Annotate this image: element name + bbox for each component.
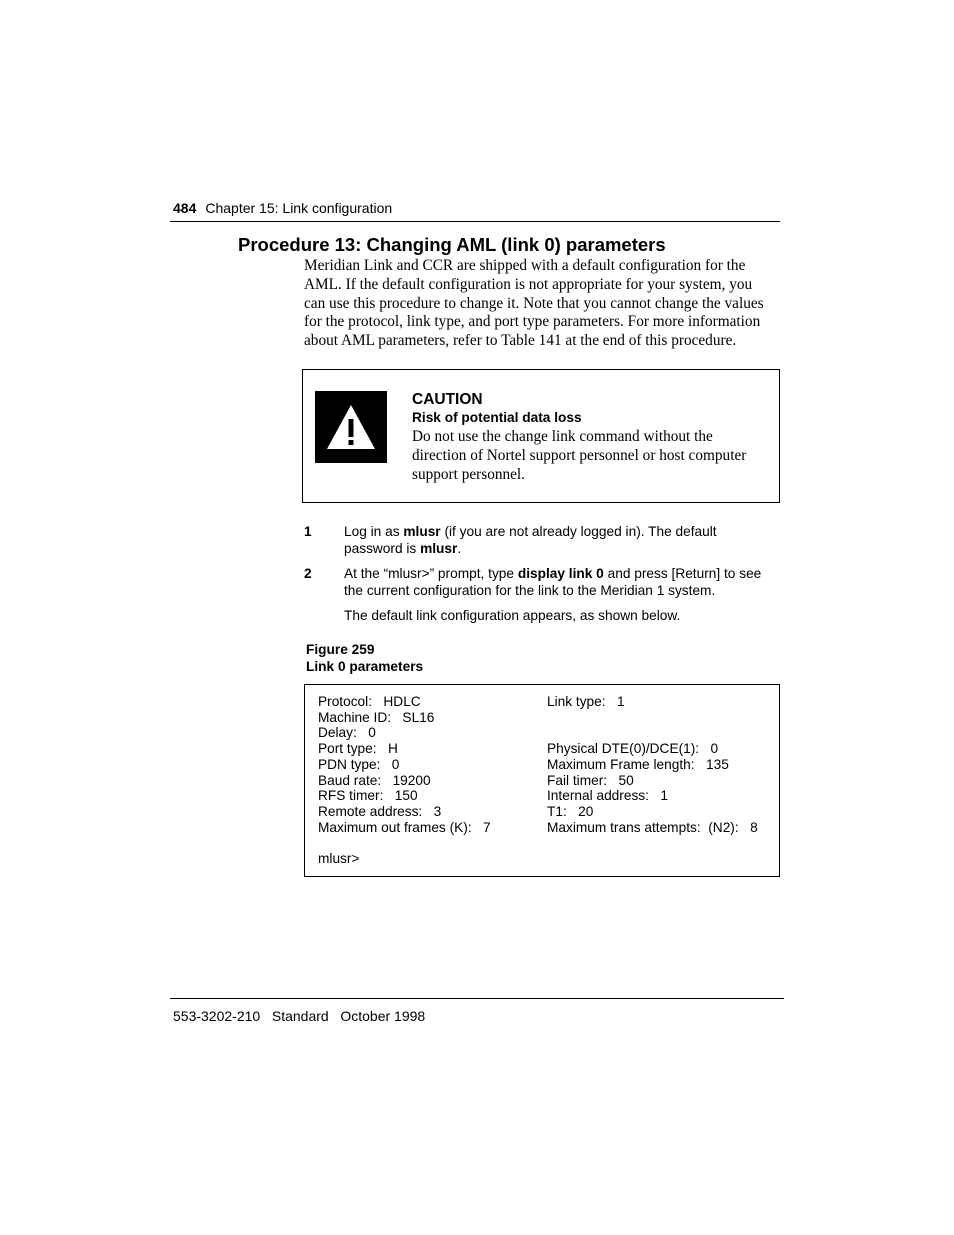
intro-line: Meridian Link and CCR are shipped with a default configuration for the [304, 257, 746, 274]
warning-exclamation-icon [315, 391, 387, 463]
caution-subtitle: Risk of potential data loss [412, 410, 582, 425]
caution-line: direction of Nortel support personnel or host computer [412, 447, 747, 464]
caution-body [412, 427, 772, 484]
intro-line: about AML parameters, refer to Table 141 at the end of this procedure. [304, 332, 737, 350]
terminal-line: Fail timer: 50 [547, 772, 634, 788]
step-text-part: and press [Return] to see [603, 566, 762, 581]
figure-number: Figure 259 [306, 642, 375, 657]
step-text-part: At the “mlusr>” prompt, type [344, 566, 518, 581]
step-number: 1 [304, 524, 312, 539]
terminal-line: Protocol: HDLC [318, 694, 421, 709]
terminal-line: Port type: H [318, 741, 398, 757]
step-text-part: password is [344, 541, 421, 556]
figure-caption [306, 641, 423, 675]
terminal-line: Maximum out frames (K): 7 [318, 819, 491, 835]
step-text-part: Log in as [344, 524, 404, 539]
step-number: 2 [304, 566, 312, 581]
caution-line: support personnel. [412, 466, 526, 483]
terminal-line: Delay: 0 [318, 725, 376, 741]
command-text: display link 0 [517, 566, 604, 581]
intro-line: AML. If the default configuration is not appropriate for your system, you [304, 275, 753, 293]
chapter-title: Chapter 15: Link configuration [205, 200, 393, 216]
step-line [344, 565, 780, 582]
terminal-line [547, 725, 758, 741]
terminal-blank-line [318, 835, 491, 851]
step-text [344, 565, 780, 599]
terminal-line: Maximum Frame length: 135 [547, 756, 729, 772]
header-rule [170, 221, 780, 222]
terminal-left-column [318, 694, 491, 867]
step-text [344, 523, 780, 557]
command-text: mlusr [420, 541, 458, 556]
caution-content [412, 390, 772, 484]
procedure-title: Procedure 13: Changing AML (link 0) parameters [238, 234, 666, 255]
terminal-line: Baud rate: 19200 [318, 772, 431, 788]
step-line [344, 540, 780, 557]
intro-line: for the protocol, link type, and port type parameters. For more information [304, 313, 761, 331]
caution-line: Do not use the change link command without the [412, 428, 713, 445]
caution-title: CAUTION [412, 391, 483, 408]
page-footer: 553-3202-210 Standard October 1998 [173, 1008, 426, 1024]
command-text: mlusr [403, 524, 441, 539]
terminal-line: Internal address: 1 [547, 788, 668, 804]
terminal-prompt: mlusr> [318, 851, 360, 867]
terminal-line: Remote address: 3 [318, 803, 442, 819]
terminal-line: Physical DTE(0)/DCE(1): 0 [547, 741, 719, 757]
footer-rule [170, 998, 784, 999]
terminal-line: Maximum trans attempts: (N2): 8 [547, 819, 758, 835]
step-line [344, 523, 780, 540]
terminal-line: PDN type: 0 [318, 756, 400, 772]
step-line: the current configuration for the link to the Meridian 1 system. [344, 583, 716, 598]
page-header [173, 200, 780, 217]
step-note: The default link configuration appears, as shown below. [344, 608, 681, 623]
step-text-part: . [457, 541, 462, 556]
step-text-part: (if you are not already logged in). The default [440, 524, 717, 539]
terminal-line: RFS timer: 150 [318, 788, 418, 804]
terminal-line [547, 710, 758, 726]
terminal-line: Link type: 1 [547, 694, 625, 709]
intro-paragraph [304, 257, 780, 351]
intro-line: can use this procedure to change it. Note that you cannot change the values [304, 294, 764, 312]
terminal-line: T1: 20 [547, 803, 594, 819]
figure-title: Link 0 parameters [306, 659, 424, 674]
terminal-line: Machine ID: SL16 [318, 709, 435, 725]
page-number: 484 [173, 200, 197, 216]
terminal-right-column [547, 694, 758, 835]
